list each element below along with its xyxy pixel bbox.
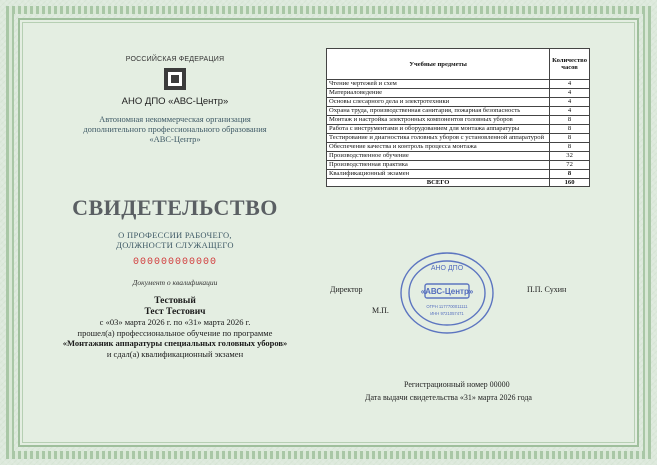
svg-text:ОГРН 1177700011111: ОГРН 1177700011111 (426, 304, 468, 309)
table-row: Охрана труда, производственная санитария, пожарная безопасность 4 (327, 107, 590, 116)
director-name: П.П. Сухин (527, 285, 567, 294)
document-type-label: Документ о квалификации (132, 278, 218, 287)
organization-full-name: Автономная некоммерческая организация дополнительного профессионального образования «АВС-Центр» (83, 114, 267, 144)
subjects-table (326, 48, 590, 187)
organization-short-name: АНО ДПО «АВС-Центр» (121, 96, 229, 107)
table-row: Тестирование и диагностика головных уборов с установленной аппаратурой 8 (327, 134, 590, 143)
recipient-surname: Тестовый (154, 296, 196, 306)
seal-place-label: М.П. (372, 306, 389, 315)
table-row: Работа с инструментами и оборудованием для монтажа аппаратуры 8 (327, 125, 590, 134)
hours-header: Количество часов (550, 49, 590, 80)
table-row: Чтение чертежей и схем 4 (327, 80, 590, 89)
table-row: Материаловедение 4 (327, 89, 590, 98)
organization-seal-icon (397, 250, 497, 336)
svg-text:«АВС-Центр»: «АВС-Центр» (420, 287, 474, 296)
program-name: «Монтажник аппаратуры специальных головных уборов» (62, 338, 288, 348)
training-statement: прошел(а) профессиональное обучение по программе (77, 327, 273, 338)
training-period: с «03» марта 2026 г. по «31» марта 2026 г. (99, 317, 251, 327)
subjects-header: Учебные предметы (327, 49, 550, 80)
organization-logo-icon (164, 68, 186, 90)
table-row: Производственное обучение 32 (327, 152, 590, 161)
table-row: Монтаж и настройка электронных компонентов головных уборов 8 (327, 116, 590, 125)
recipient-name: Тест Тестович (144, 306, 206, 317)
issue-date: Дата выдачи свидетельства «31» марта 2026 года (365, 393, 532, 402)
table-row: Обеспечение качества и контроль процесса монтажа 8 (327, 143, 590, 152)
certificate-title: СВИДЕТЕЛЬСТВО (72, 195, 278, 220)
svg-text:АНО ДПО: АНО ДПО (430, 265, 464, 272)
recipient-block (40, 296, 310, 359)
certificate-subtitle: О ПРОФЕССИИ РАБОЧЕГО, ДОЛЖНОСТИ СЛУЖАЩЕГО (116, 230, 234, 250)
table-row: Основы слесарного дела и электротехники 4 (327, 98, 590, 107)
table-row: Производственная практика 72 (327, 161, 590, 170)
exam-statement: и сдал(а) квалификационный экзамен (106, 348, 244, 359)
table-total-row: ВСЕГО 160 (327, 179, 590, 187)
certificate-number: 000000000000 (132, 257, 217, 268)
director-label: Директор (330, 285, 363, 294)
country-label: РОССИЙСКАЯ ФЕДЕРАЦИЯ (125, 56, 225, 63)
registration-number: Регистрационный номер 00000 (404, 380, 510, 389)
svg-text:ИНН 9721057471: ИНН 9721057471 (430, 311, 464, 316)
table-row: Квалификационный экзамен 8 (327, 170, 590, 179)
